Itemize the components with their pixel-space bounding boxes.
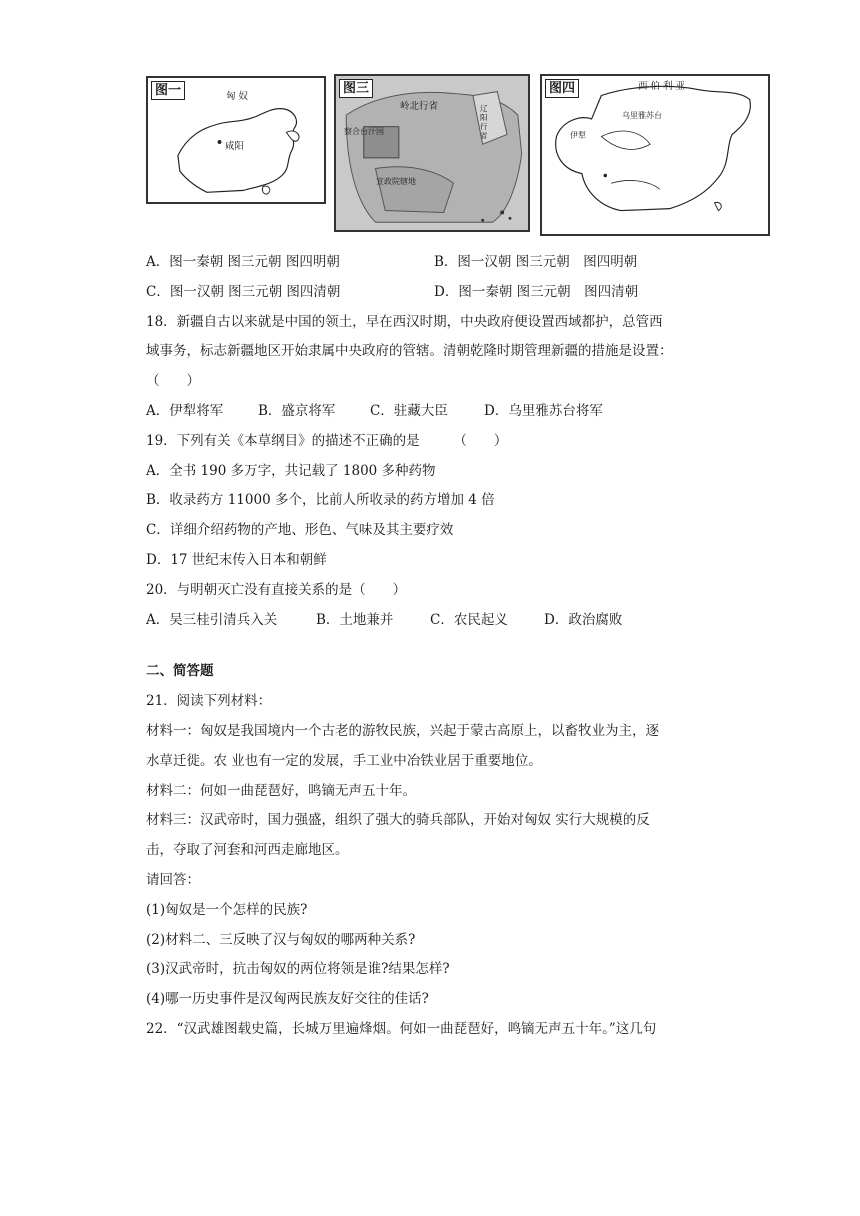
q20-option-c: C．农民起义	[430, 611, 508, 628]
q17-option-c: C．图一汉朝 图三元朝 图四清朝	[146, 283, 341, 300]
q21-intro: 21．阅读下列材料：	[146, 693, 272, 710]
q18-stem-line-2: 域事务，标志新疆地区开始隶属中央政府的管辖。清朝乾隆时期管理新疆的措施是设置：	[146, 343, 673, 360]
q19-option-b: B．收录药方 11000 多个，比前人所收录的药方增加 4 倍	[146, 492, 495, 509]
q17-option-d: D．图一秦朝 图三元朝 图四清朝	[434, 283, 639, 300]
q19-option-a: A．全书 190 多万字，共记载了 1800 多种药物	[146, 462, 436, 479]
q18-option-c: C．驻藏大臣	[370, 402, 448, 419]
q17-options-row-2	[146, 278, 726, 308]
q19-option-d: D．17 世纪末传入日本和朝鲜	[146, 551, 327, 568]
q17-options-row-1	[146, 248, 726, 278]
q18-option-d: D．乌里雅苏台将军	[484, 402, 603, 419]
material-1-line-2: 水草迁徙。农 业也有一定的发展，手工业中冶铁业居于重要地位。	[146, 752, 542, 769]
q21-sub-1: (1)匈奴是一个怎样的民族?	[146, 901, 308, 918]
map-figure-3-place-xuanzheng: 宣政院辖地	[376, 177, 416, 186]
material-2: 材料二：何如一曲琵琶好，鸣镝无声五十年。	[146, 782, 416, 799]
q18-stem-line-1: 18．新疆自古以来就是中国的领土，早在西汉时期，中央政府便设置西域都护，总管西	[146, 313, 663, 330]
q20-option-a: A．吴三桂引清兵入关	[146, 611, 278, 628]
q20-options	[146, 606, 726, 636]
map-figures	[146, 74, 770, 236]
map-figure-4-label: 图四	[545, 79, 579, 98]
q21-sub-2: (2)材料二、三反映了汉与匈奴的哪两种关系?	[146, 931, 416, 948]
q18-option-b: B．盛京将军	[258, 402, 336, 419]
map-figure-4	[540, 74, 770, 236]
material-3-line-2: 击，夺取了河套和河西走廊地区。	[146, 842, 349, 859]
map-figure-4-place-uliastai: 乌里雅苏台	[622, 111, 662, 120]
q20-option-b: B．土地兼并	[316, 611, 394, 628]
section-heading: 二、简答题	[146, 663, 214, 680]
q18-options	[146, 397, 726, 427]
map-figure-4-place-siberia: 西 伯 利 亚	[638, 81, 686, 92]
map-figure-1-label: 图一	[151, 81, 185, 100]
map-figure-1	[146, 76, 326, 204]
q18-option-a: A．伊犁将军	[146, 402, 224, 419]
q20-option-d: D．政治腐败	[544, 611, 623, 628]
q21-sub-3: (3)汉武帝时，抗击匈奴的两位将领是谁?结果怎样?	[146, 961, 450, 978]
map-figure-1-place-xiongnu: 匈 奴	[226, 91, 249, 102]
map-figure-3-label: 图三	[339, 79, 373, 98]
q18-stem-line-3: （ ）	[146, 373, 200, 390]
material-1-line-1: 材料一：匈奴是我国境内一个古老的游牧民族，兴起于蒙古高原上，以畜牧业为主，逐	[146, 722, 659, 739]
map-figure-3-place-liaoyang: 辽阳行省	[480, 104, 488, 140]
q17-option-a: A．图一秦朝 图三元朝 图四明朝	[146, 254, 340, 270]
exam-content	[146, 248, 726, 1045]
q21-sub-4: (4)哪一历史事件是汉匈两民族友好交往的佳话?	[146, 991, 429, 1008]
map-figure-3-place-lingbei: 岭北行省	[400, 101, 439, 112]
map-figure-4-place-ili: 伊犁	[570, 131, 586, 140]
q20-stem: 20．与明朝灭亡没有直接关系的是（ ）	[146, 581, 407, 598]
map-figure-3-place-chagatai: 察合台汗国	[344, 127, 384, 136]
answer-prompt: 请回答：	[146, 871, 200, 888]
q19-stem: 19．下列有关《本草纲目》的描述不正确的是 （ ）	[146, 432, 508, 449]
map-figure-3	[334, 74, 530, 232]
q17-option-b: B．图一汉朝 图三元朝 图四明朝	[434, 254, 638, 270]
q19-option-c: C．详细介绍药物的产地、形色、气味及其主要疗效	[146, 522, 454, 539]
map-figure-1-place-xianyang: 咸阳	[225, 141, 245, 152]
q22-stem-line-1: 22．“汉武雄图载史篇，长城万里遍烽烟。何如一曲琵琶好，鸣镝无声五十年。”这几句	[146, 1020, 657, 1037]
section-gap	[146, 635, 726, 657]
material-3-line-1: 材料三：汉武帝时，国力强盛，组织了强大的骑兵部队，开始对匈奴 实行大规模的反	[146, 812, 650, 829]
map-figure-4-drawing	[542, 76, 768, 234]
